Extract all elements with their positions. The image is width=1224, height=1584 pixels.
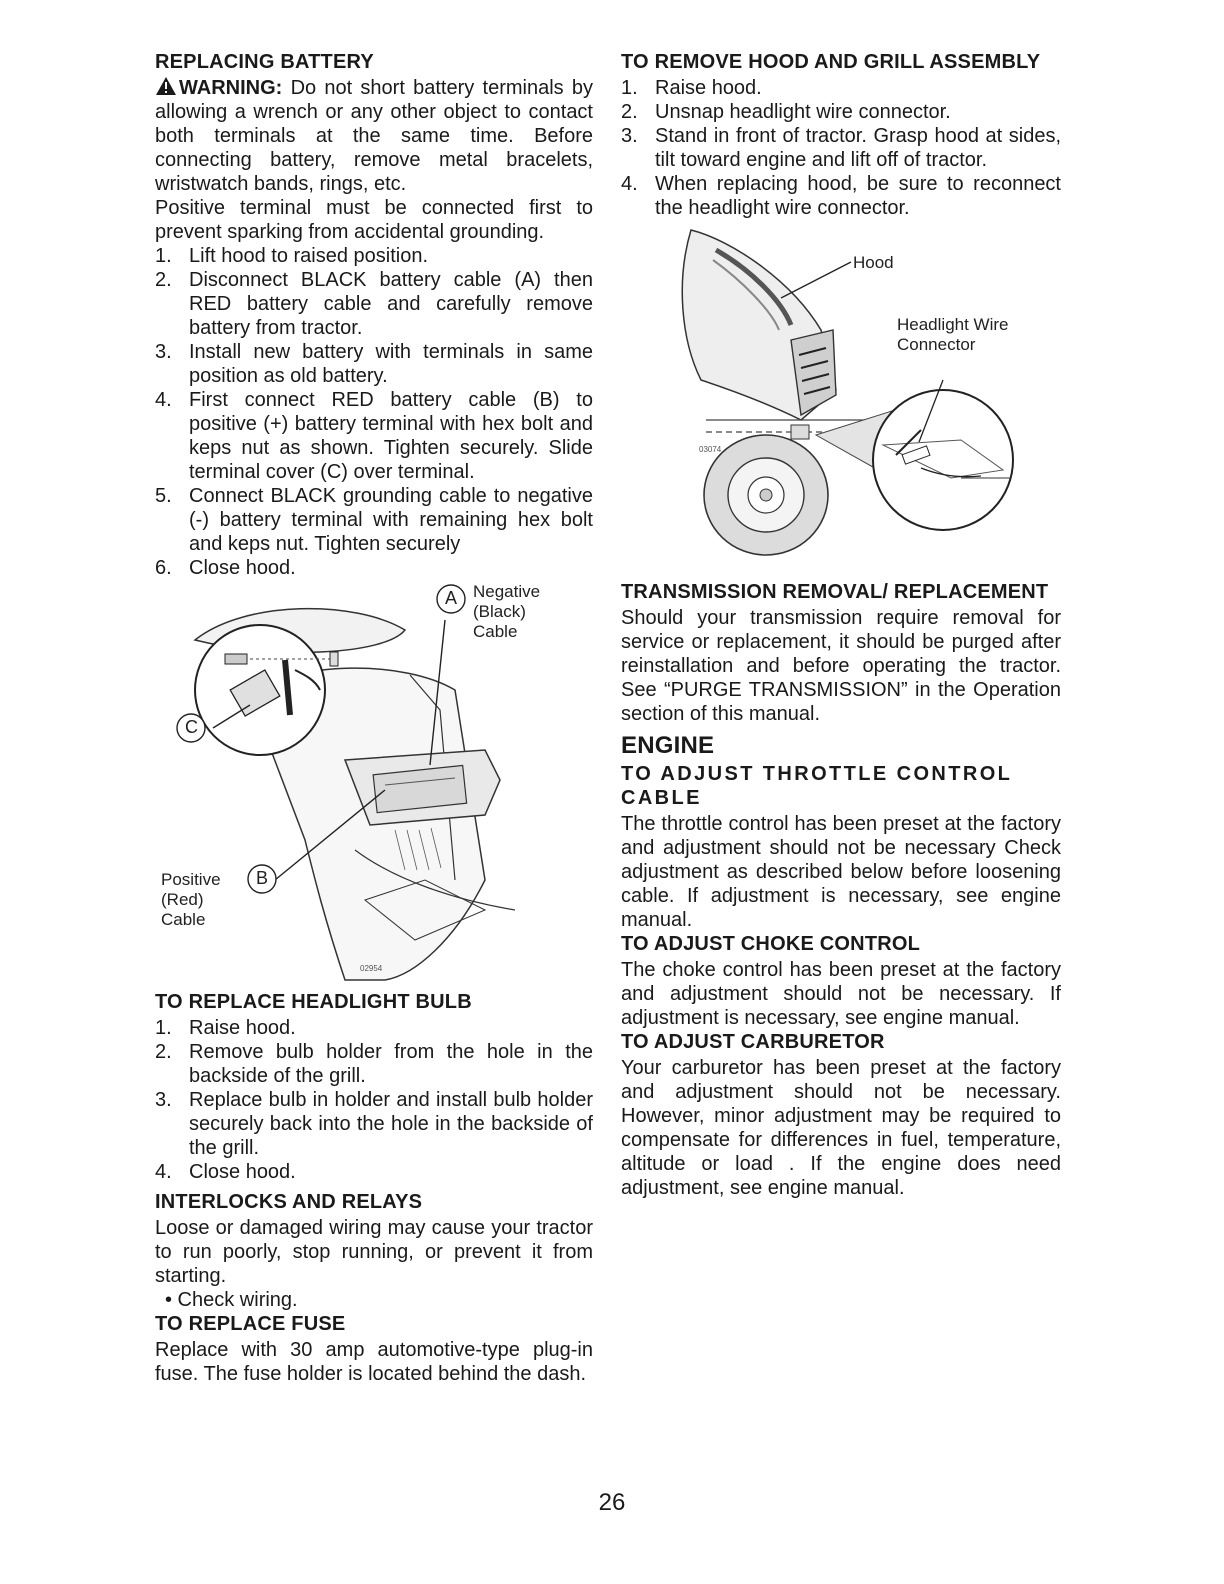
transmission-text: Should your transmission require removal for service or replacement, it should be purged after reinstallation and before operating the tractor. See “PURGE TRANSMISSION” in the Operation section of this manual. bbox=[621, 607, 1061, 725]
warning-paragraph bbox=[155, 76, 593, 196]
choke-text: The choke control has been preset at the factory and adjustment should not be necessary. If adjustment is necessary, see engine manual. bbox=[621, 959, 1061, 1029]
list-item: 3. Install new battery with terminals in same position as old battery. bbox=[155, 341, 593, 387]
list-item: 2. Remove bulb holder from the hole in the backside of the grill. bbox=[155, 1041, 593, 1087]
callout-a: A bbox=[445, 588, 458, 608]
left-column bbox=[155, 50, 593, 1386]
list-item: 2. Unsnap headlight wire connector. bbox=[621, 101, 951, 123]
carburetor-text: Your carburetor has been preset at the factory and adjustment should not be necessary. However, minor adjustment may be required to compensate for differences in fuel, temperature, altitude or load . If the engine does need adjustment, see engine manual. bbox=[621, 1057, 1061, 1199]
fuse-heading: TO REPLACE FUSE bbox=[155, 1313, 346, 1335]
page-number: 26 bbox=[598, 1489, 626, 1516]
hood-illustration bbox=[621, 220, 1061, 580]
battery-heading: REPLACING BATTERY bbox=[155, 51, 374, 73]
interlocks-heading: INTERLOCKS AND RELAYS bbox=[155, 1191, 423, 1213]
list-item: 1. Raise hood. bbox=[155, 1017, 296, 1039]
list-item: 4. First connect RED battery cable (B) to positive (+) battery terminal with hex bolt and keps nut as shown. Tighten securely. Slide terminal cover (C) over terminal. bbox=[155, 389, 593, 483]
fuse-text: Replace with 30 amp automotive-type plug-in fuse. The fuse holder is located behind the dash. bbox=[155, 1339, 593, 1385]
list-item: 5. Connect BLACK grounding cable to negative (-) battery terminal with remaining hex bolt and keps nut. Tighten securely bbox=[155, 485, 593, 555]
list-item: 3. Replace bulb in holder and install bulb holder securely back into the hole in the backside of the grill. bbox=[155, 1089, 593, 1159]
engine-heading: ENGINE bbox=[621, 732, 715, 759]
interlocks-bullet: • Check wiring. bbox=[165, 1289, 298, 1311]
list-item: 3. Stand in front of tractor. Grasp hood at sides, tilt toward engine and lift off of tractor. bbox=[621, 125, 1061, 171]
hood-steps bbox=[621, 76, 1061, 220]
list-item: 1. Lift hood to raised position. bbox=[155, 245, 429, 267]
carburetor-heading: TO ADJUST CARBURETOR bbox=[621, 1031, 885, 1053]
throttle-text: The throttle control has been preset at the factory and adjustment should not be necessary Check adjustment as described below before loosening cable. If adjustment is necessary, see engine manual. bbox=[621, 813, 1061, 931]
hood-heading: TO REMOVE HOOD AND GRILL ASSEMBLY bbox=[621, 51, 1041, 73]
negative-cable-label: Negative (Black) Cable bbox=[473, 582, 541, 641]
headlight-heading: TO REPLACE HEADLIGHT BULB bbox=[155, 991, 472, 1013]
interlocks-text: Loose or damaged wiring may cause your tractor to run poorly, stop running, or prevent it from starting. bbox=[155, 1217, 593, 1287]
warning-triangle-icon bbox=[155, 76, 177, 96]
callout-c: C bbox=[185, 717, 198, 737]
callout-b: B bbox=[256, 868, 269, 888]
hood-figure bbox=[621, 220, 1061, 580]
battery-figure bbox=[155, 580, 593, 990]
battery-steps bbox=[155, 244, 593, 580]
choke-heading: TO ADJUST CHOKE CONTROL bbox=[621, 933, 921, 955]
right-column bbox=[621, 50, 1061, 1200]
list-item: 2. Disconnect BLACK battery cable (A) then RED battery cable and carefully remove battery from tractor. bbox=[155, 269, 593, 339]
transmission-heading: TRANSMISSION REMOVAL/ REPLACEMENT bbox=[621, 581, 1049, 603]
figure-code: 02954 bbox=[360, 964, 383, 973]
warning-text: Do not short battery terminals by allowing a wrench or any other object to contact both terminals at the same time. Before connecting battery, remove metal bracelets, wristwatch bands, rings, etc. bbox=[155, 77, 594, 195]
list-item: 4. When replacing hood, be sure to reconnect the headlight wire connector. bbox=[621, 173, 1061, 219]
positive-cable-label: Positive (Red) Cable bbox=[161, 870, 221, 929]
list-item: 1. Raise hood. bbox=[621, 77, 762, 99]
figure-code: 03074 bbox=[699, 445, 722, 454]
hood-label: Hood bbox=[853, 253, 894, 272]
list-item: 6. Close hood. bbox=[155, 557, 296, 579]
connector-label: Headlight Wire Connector bbox=[897, 315, 1009, 354]
positive-note: Positive terminal must be connected first to prevent sparking from accidental grounding. bbox=[155, 197, 593, 243]
headlight-steps bbox=[155, 1016, 593, 1184]
warning-label: WARNING: bbox=[179, 77, 283, 99]
throttle-heading: TO ADJUST THROTTLE CONTROL CABLE bbox=[621, 763, 1012, 809]
list-item: 4. Close hood. bbox=[155, 1161, 296, 1183]
